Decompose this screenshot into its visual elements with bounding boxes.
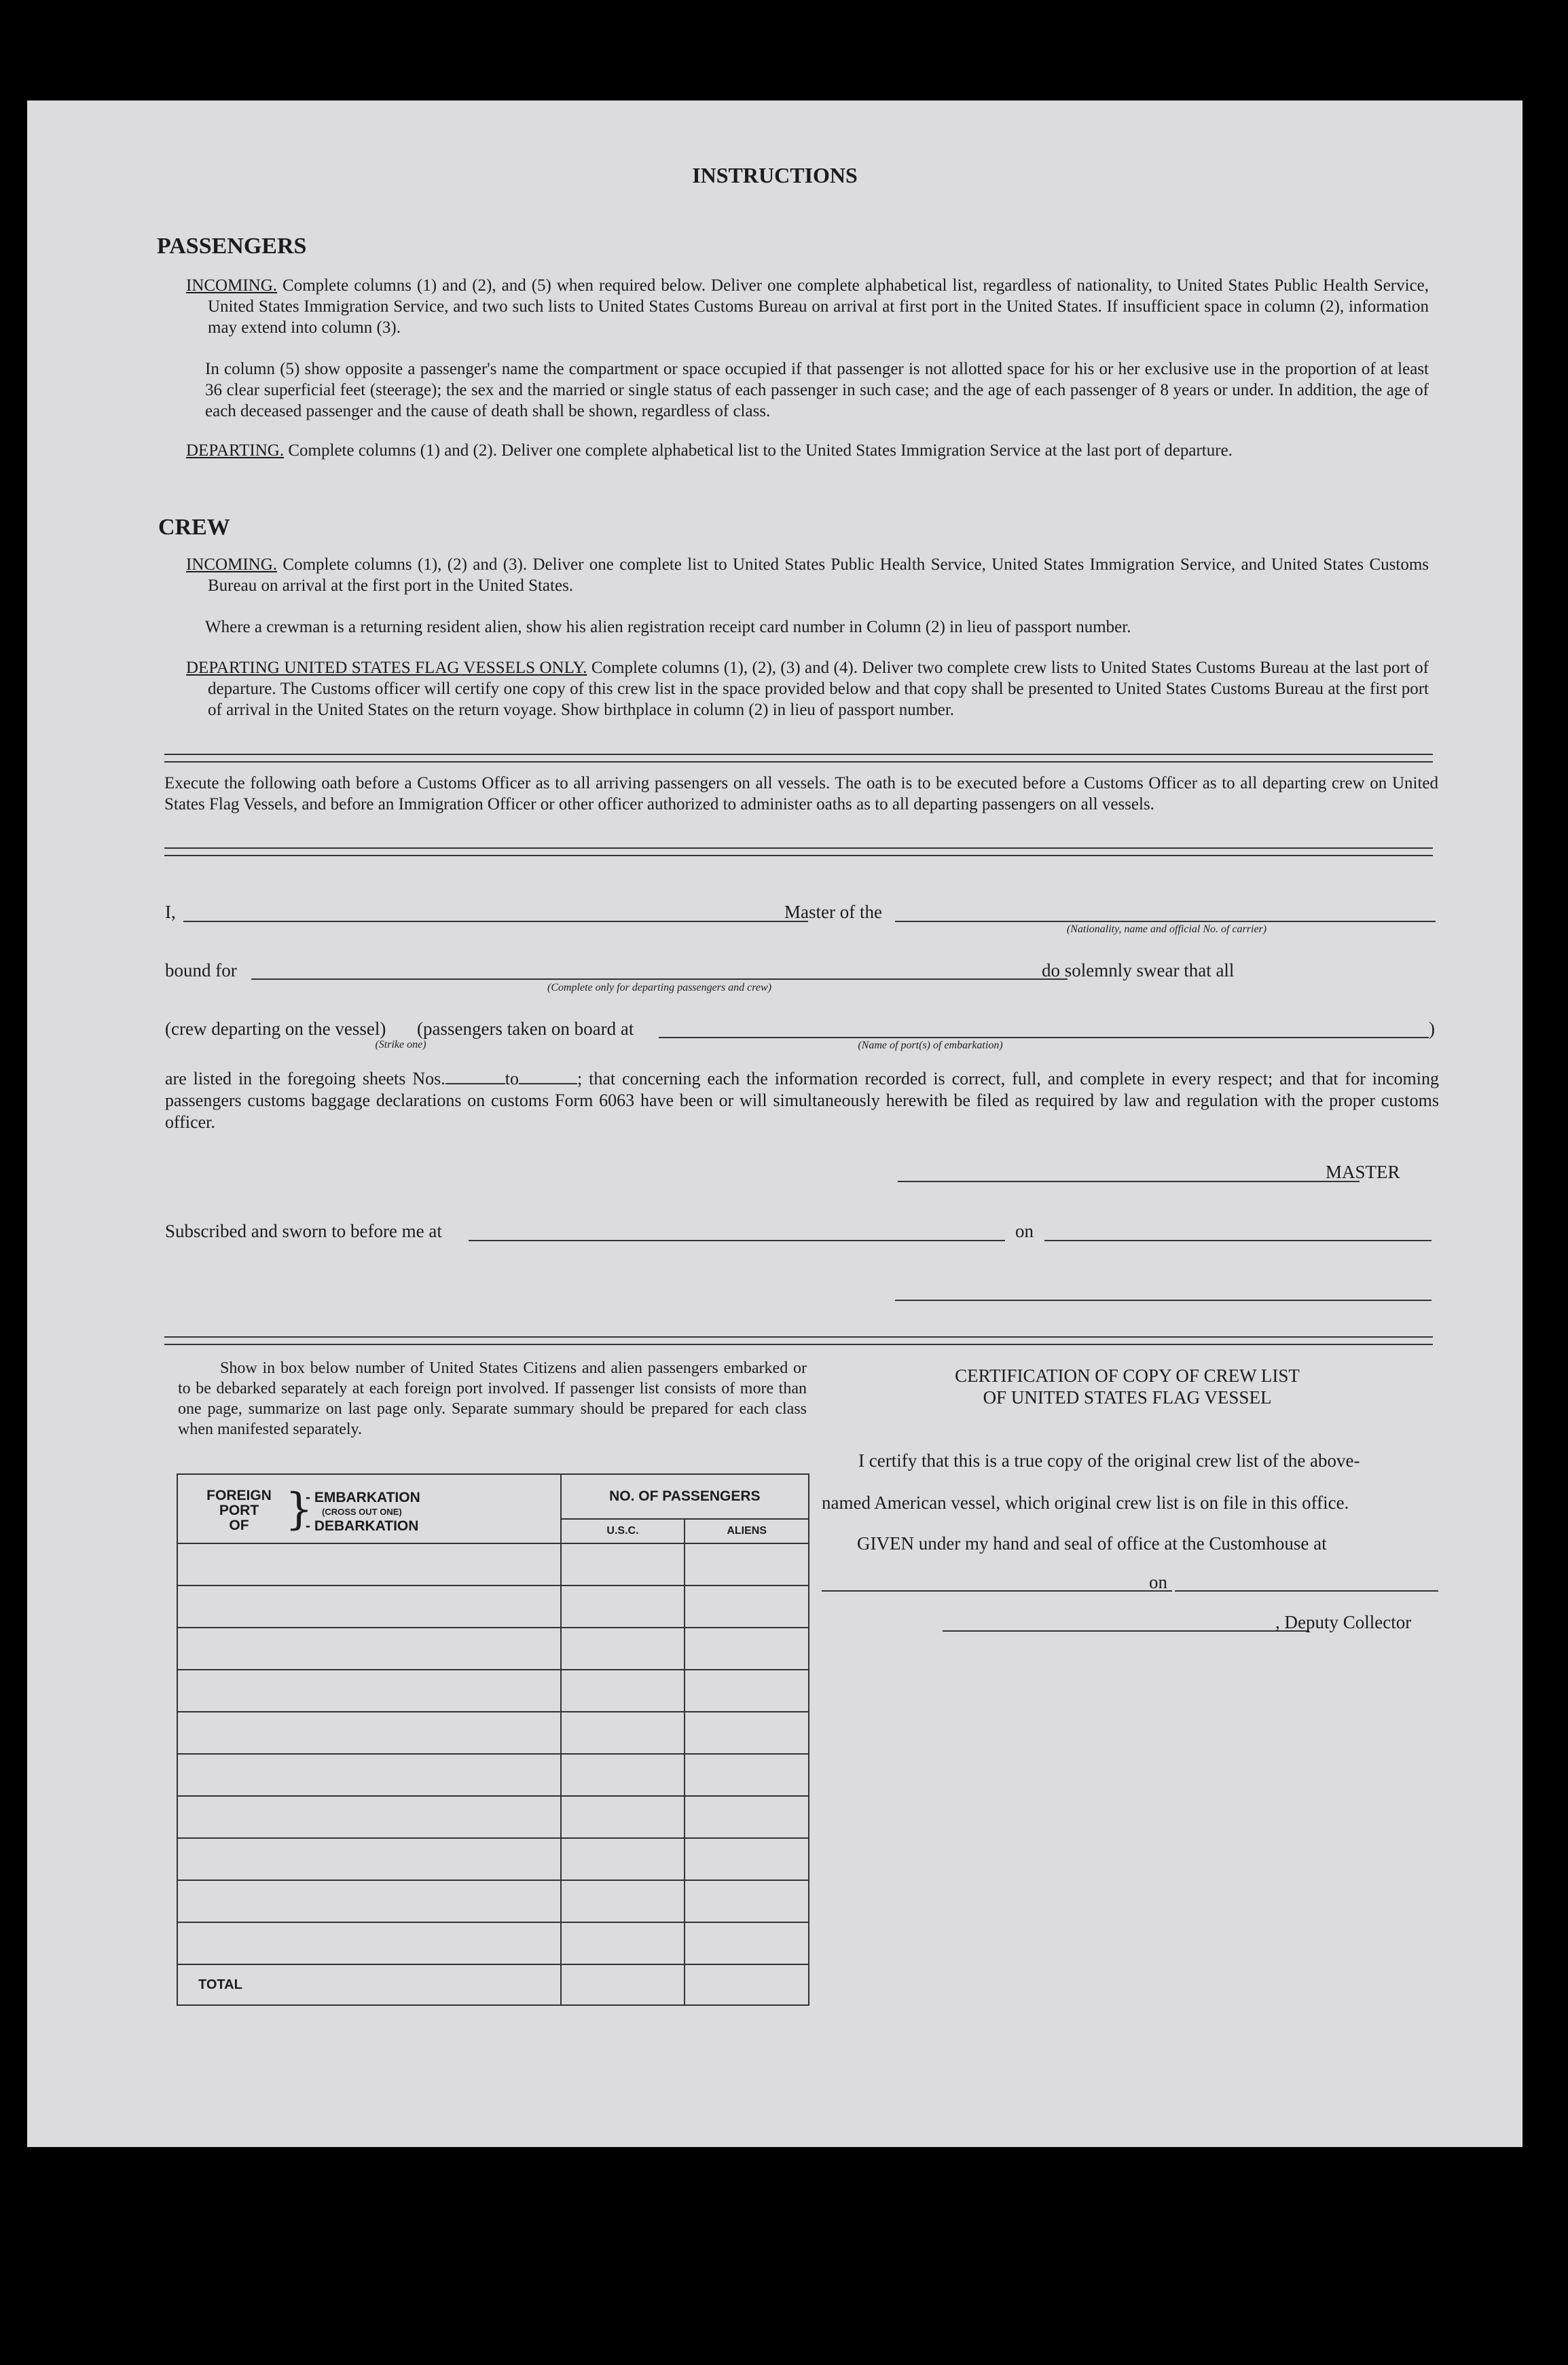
port-cell[interactable] <box>177 1670 561 1712</box>
master-signature-field[interactable] <box>898 1180 1360 1182</box>
total-usc-cell[interactable] <box>561 1964 685 2005</box>
embarkation-label[interactable]: - EMBARKATION <box>306 1490 420 1505</box>
crew-heading: CREW <box>158 515 230 540</box>
aliens-cell[interactable] <box>685 1712 809 1754</box>
master-of-label: Master of the <box>784 902 882 922</box>
certify-date-field[interactable] <box>1175 1590 1438 1592</box>
bound-for-field[interactable] <box>251 978 1068 980</box>
table-row <box>177 1880 809 1922</box>
sworn-on-label: on <box>1015 1221 1034 1241</box>
crew-incoming-label: INCOMING. <box>186 555 278 574</box>
section-divider <box>164 847 1433 856</box>
deputy-collector-label: , Deputy Collector <box>1275 1612 1412 1632</box>
section-divider <box>164 1336 1433 1345</box>
table-row <box>177 1796 809 1838</box>
port-cell[interactable] <box>177 1922 561 1964</box>
customhouse-field[interactable] <box>822 1590 1172 1592</box>
crew-option[interactable]: (crew departing on the vessel) <box>165 1019 386 1039</box>
crew-departing-text: Complete columns (1), (2), (3) and (4). Deliver two complete crew lists to United States Customs Bureau at the last port of departure. The Customs officer will certify one copy of this crew list in the space provided below and that copy shall be presented to United States Customs Bureau at the first port of arrival in the United States on the return voyage. Show birthplace in column (2) in lieu of passport number. <box>208 659 1429 719</box>
certify-line-1: I certify that this is a true copy of the original crew list of the above- <box>858 1450 1360 1471</box>
aliens-cell[interactable] <box>685 1754 809 1796</box>
usc-cell[interactable] <box>561 1543 685 1585</box>
port-cell[interactable] <box>177 1628 561 1670</box>
to-label: to <box>505 1069 519 1088</box>
close-paren: ) <box>1429 1019 1435 1039</box>
listed-text-1: ; that concerning each the information recorded is correct, full, and complete in every respect; and <box>577 1069 1305 1088</box>
oath-i-label: I, <box>165 902 176 922</box>
passengers-departing-text: Complete columns (1) and (2). Deliver one complete alphabetical list to the United States Immigration Service at the last port of departure. <box>288 441 1233 460</box>
subscribed-label: Subscribed and sworn to before me at <box>165 1221 442 1241</box>
certification-heading-1: CERTIFICATION OF COPY OF CREW LIST <box>955 1365 1300 1386</box>
usc-cell[interactable] <box>561 1754 685 1796</box>
port-cell[interactable] <box>177 1543 561 1585</box>
passengers-incoming-text: Complete columns (1) and (2), and (5) when required below. Deliver one complete alphabetical list, regardless of nationality, to United States Public Health Service, United States Immigration Service, and two such lists to United States Customs Bureau on arrival at first port in the United States. If insufficient space in column (2), information may extend into column (3). <box>208 276 1429 337</box>
port-cell[interactable] <box>177 1585 561 1628</box>
certification-heading <box>822 1365 1433 1408</box>
bound-for-hint: (Complete only for departing passengers and crew) <box>547 982 772 993</box>
total-label: TOTAL <box>177 1964 561 2005</box>
foreign-port-label: FOREIGN PORT OF <box>206 1488 272 1533</box>
port-cell[interactable] <box>177 1754 561 1796</box>
usc-cell[interactable] <box>561 1880 685 1922</box>
usc-cell[interactable] <box>561 1585 685 1628</box>
port-cell[interactable] <box>177 1712 561 1754</box>
certify-line-3: GIVEN under my hand and seal of office at the Customhouse at <box>857 1533 1327 1554</box>
aliens-cell[interactable] <box>685 1796 809 1838</box>
aliens-cell[interactable] <box>685 1628 809 1670</box>
sworn-place-field[interactable] <box>469 1239 1005 1241</box>
master-name-field[interactable] <box>183 920 808 922</box>
listed-text <box>165 1068 1439 1133</box>
master-label: MASTER <box>1326 1162 1400 1182</box>
officer-signature-field[interactable] <box>895 1299 1432 1301</box>
passengers-column5-text: In column (5) show opposite a passenger's name the compartment or space occupied if that passenger is not allotted space for his or her exclusive use in the proportion of at least 36 clear superficial feet (steerage); the sex and the married or single status of each passenger in such case; and the age of each passenger of 8 years or under. In addition, the age of each deceased passenger and the cause of death shall be shown, regardless of class. <box>205 360 1429 420</box>
carrier-hint: (Nationality, name and official No. of carrier) <box>1066 923 1267 935</box>
crew-incoming-text: Complete columns (1), (2) and (3). Deliver one complete list to United States Public Health Service, United States Immigration Service, and United States Customs Bureau on arrival at the first port in the United States. <box>208 555 1429 595</box>
aliens-cell[interactable] <box>685 1838 809 1880</box>
crew-departing-instructions <box>186 657 1429 720</box>
aliens-cell[interactable] <box>685 1922 809 1964</box>
table-row <box>177 1670 809 1712</box>
passengers-departing-instructions <box>186 440 1429 461</box>
table-row <box>177 1838 809 1880</box>
ports-hint: (Name of port(s) of embarkation) <box>858 1040 1003 1051</box>
brace-icon: } <box>285 1484 313 1535</box>
sheet-to-field[interactable] <box>519 1082 577 1084</box>
aliens-cell[interactable] <box>685 1543 809 1585</box>
usc-cell[interactable] <box>561 1712 685 1754</box>
usc-cell[interactable] <box>561 1796 685 1838</box>
table-row <box>177 1754 809 1796</box>
form-page <box>27 100 1523 2147</box>
bound-for-label: bound for <box>165 960 237 980</box>
passengers-option[interactable]: (passengers taken on board at <box>417 1019 634 1039</box>
certification-heading-2: OF UNITED STATES FLAG VESSEL <box>983 1387 1272 1408</box>
certify-line-2: named American vessel, which original crew list is on file in this office. <box>822 1492 1349 1513</box>
passengers-incoming-label: INCOMING. <box>186 276 278 295</box>
aliens-cell[interactable] <box>685 1670 809 1712</box>
usc-cell[interactable] <box>561 1628 685 1670</box>
listed-text-2: that for incoming passengers customs baggage declarations on customs Form 6063 have been or will simultaneously herewith be filed as required by law and regulation with the proper customs officer. <box>165 1069 1440 1132</box>
ports-field[interactable] <box>659 1036 1429 1038</box>
table-row <box>177 1712 809 1754</box>
no-passengers-header: NO. OF PASSENGERS <box>561 1474 809 1519</box>
total-aliens-cell[interactable] <box>685 1964 809 2005</box>
table-row <box>177 1585 809 1628</box>
page-title: INSTRUCTIONS <box>692 163 858 187</box>
table-row <box>177 1543 809 1585</box>
port-cell[interactable] <box>177 1880 561 1922</box>
listed-prefix: are listed in the foregoing sheets Nos. <box>165 1069 445 1088</box>
swear-label: do solemnly swear that all <box>1042 960 1235 980</box>
table-row <box>177 1922 809 1964</box>
cross-out-label: (CROSS OUT ONE) <box>322 1507 402 1517</box>
deputy-collector-signature-field[interactable] <box>943 1630 1309 1632</box>
strike-hint: (Strike one) <box>375 1039 426 1050</box>
oath-instructions: Execute the following oath before a Customs Officer as to all arriving passengers on all vessels. The oath is to be executed before a Customs Officer as to all departing crew on United States Flag Vessels, and before an Immigration Officer or other officer authorized to administer oaths as to all departing passengers on all vessels. <box>164 774 1438 813</box>
sworn-date-field[interactable] <box>1044 1239 1432 1241</box>
crew-incoming-instructions <box>186 554 1429 596</box>
usc-cell[interactable] <box>561 1922 685 1964</box>
usc-cell[interactable] <box>561 1838 685 1880</box>
port-cell[interactable] <box>177 1838 561 1880</box>
passengers-incoming-instructions <box>186 275 1429 338</box>
passengers-heading: PASSENGERS <box>157 234 307 259</box>
carrier-field[interactable] <box>895 920 1436 922</box>
port-header-cell <box>177 1474 561 1543</box>
certify-on-label: on <box>1149 1572 1167 1592</box>
section-divider <box>164 754 1433 763</box>
aliens-header: ALIENS <box>685 1519 809 1543</box>
aliens-cell[interactable] <box>685 1880 809 1922</box>
passenger-summary-table <box>177 1473 809 2006</box>
usc-cell[interactable] <box>561 1670 685 1712</box>
crew-departing-label: DEPARTING UNITED STATES FLAG VESSELS ONLY. <box>186 659 587 677</box>
crew-resident-text: Where a crewman is a returning resident alien, show his alien registration receipt card number in Column (2) in lieu of passport number. <box>205 618 1131 636</box>
port-cell[interactable] <box>177 1796 561 1838</box>
aliens-cell[interactable] <box>685 1585 809 1628</box>
passengers-departing-label: DEPARTING. <box>186 441 285 460</box>
usc-header: U.S.C. <box>561 1519 685 1543</box>
debarkation-label[interactable]: - DEBARKATION <box>306 1518 419 1534</box>
sheet-from-field[interactable] <box>445 1082 505 1084</box>
table-row <box>177 1628 809 1670</box>
summary-instructions: Show in box below number of United States Citizens and alien passengers embarked or to be debarked separately at each foreign port involved. If passenger list consists of more than one page, summarize on last page only. Separate summary should be prepared for each class when manifested separately. <box>178 1359 807 1438</box>
